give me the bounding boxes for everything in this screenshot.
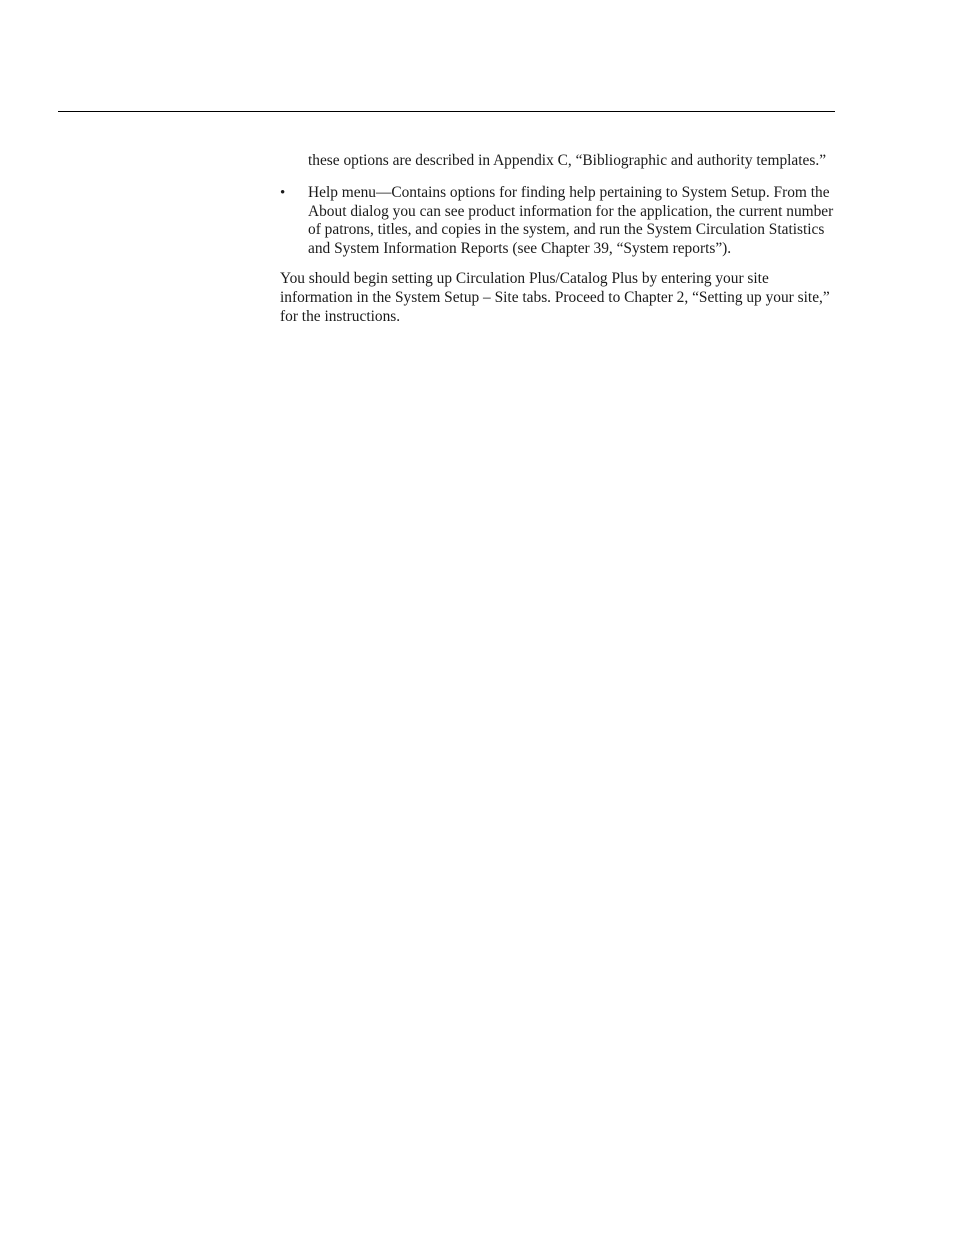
page-body — [280, 152, 836, 326]
bullet-text: Help menu—Contains options for finding help pertaining to System Setup. From the About dialog you can see product information for the application, the current number of patrons, titles, and copies in the system, and run the System Circulation Statistics and System Information Reports (see Chapter 39, “System reports”). — [308, 183, 834, 258]
bullet-item-help-menu — [280, 183, 836, 259]
continued-paragraph: these options are described in Appendix C, “Bibliographic and authority templates.” — [308, 152, 827, 169]
header-rule — [58, 111, 835, 112]
closing-paragraph: You should begin setting up Circulation Plus/Catalog Plus by entering your site information in the System Setup – Site tabs. Proceed to Chapter 2, “Setting up your site,” for the instructions. — [280, 269, 830, 325]
bullet-icon: • — [280, 184, 286, 201]
